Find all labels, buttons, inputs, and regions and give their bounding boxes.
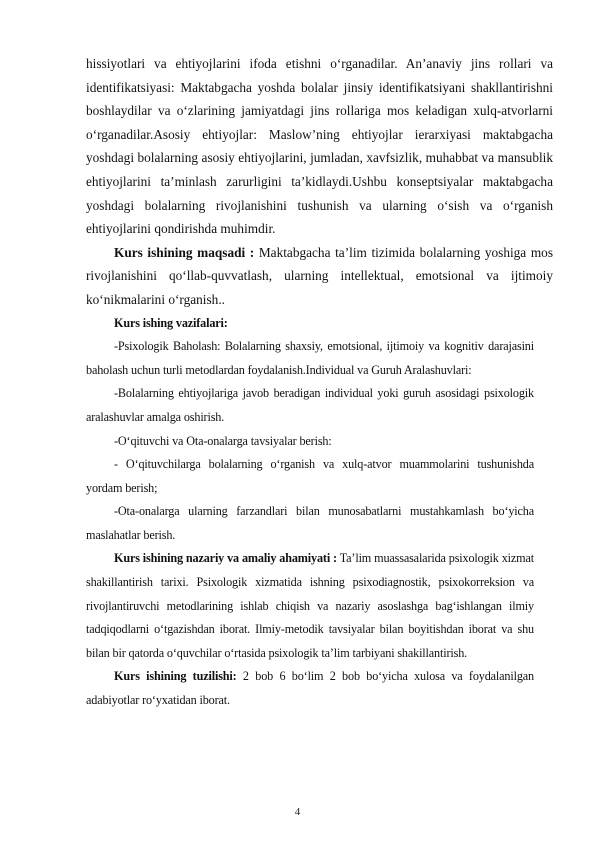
structure-paragraph — [86, 665, 534, 712]
task-parents: -Ota-onalarga ularning farzandlari bilan munosabatlarni mustahkamlash bo‘yicha maslahatlar berish. — [86, 504, 534, 542]
structure-label: Kurs ishining tuzilishi: — [114, 669, 237, 684]
structure-text: 2 bob 6 bo‘lim 2 bob bo‘yicha xulosa va foydalanilgan adabiyotlar ro‘yxatidan iborat. — [86, 669, 534, 708]
intro-paragraph: hissiyotlari va ehtiyojlarini ifoda etishni o‘rganadilar. An’anaviy jins rollari va identifikatsiyasi: Maktabgacha yoshda bolalar jinsiy identifikatsiyani shakllantirishni boshlaydilar va o‘zlarining jamiyatdagi jins rollariga mos keladigan xulq-atvorlarni o‘rganadilar.Asosiy ehtiyojlar: Maslow’ning ehtiyojlar ierarxiyasi maktabgacha yoshdagi bolalarning asosiy ehtiyojlarini, jumladan, xavfsizlik, muhabbat va mansublik ehtiyojlarini ta’minlash zarurligini ta’kidlaydi.Ushbu konseptsiyalar maktabgacha yoshdagi bolalarning rivojlanishini tushunish va ularning o‘sish va o‘rganish ehtiyojlarini qondirishda muhimdir. — [86, 56, 553, 237]
task-interventions: -Bolalarning ehtiyojlariga javob beradigan individual yoki guruh asosidagi psixologik aralashuvlar amalga oshirish. — [86, 386, 534, 424]
aim-label: Kurs ishining maqsadi : — [114, 244, 255, 260]
task-assessment: -Psixologik Baholash: Bolalarning shaxsiy, emotsional, ijtimoiy va kognitiv darajasini baholash uchun turli metodlardan foydalanish.Individual va Guruh Aralashuvlari: — [86, 339, 534, 377]
page-number: 4 — [294, 806, 301, 818]
tasks-heading: Kurs ishing vazifalari: — [114, 315, 228, 330]
aim-paragraph — [86, 241, 553, 312]
document-body — [86, 52, 553, 713]
significance-paragraph — [86, 547, 534, 665]
task-recommendations: -O‘qituvchi va Ota-onalarga tavsiyalar berish: — [114, 433, 332, 448]
task-teachers: - O‘qituvchilarga bolalarning o‘rganish va xulq-atvor muammolarini tushunishda yordam berish; — [86, 457, 534, 495]
significance-label: Kurs ishining nazariy va amaliy ahamiyati : — [114, 551, 337, 566]
significance-text: Ta’lim muassasalarida psixologik xizmat shakillantirish tarixi. Psixologik xizmatida ishning psixodiagnostik, psixokorreksion va rivojlantiruvchi metodlarining ishlab chiqish va nazariy asoslashga bag‘ishlangan ilmiy tadqiqodlarni o‘tgazishdan iborat. Ilmiy-metodik tavsiyalar bilan boyitishdan iborat va shu bilan bir qatorda o‘quvchilar o‘rtasida psixologik ta’lim tarbiyani shakillantirish. — [86, 551, 534, 660]
aim-text: Maktabgacha ta’lim tizimida bolalarning yoshiga mos rivojlanishini qo‘llab-quvvatlash, ularning intellektual, emotsional va ijtimoiy ko‘nikmalarini o‘rganish.. — [86, 244, 553, 307]
